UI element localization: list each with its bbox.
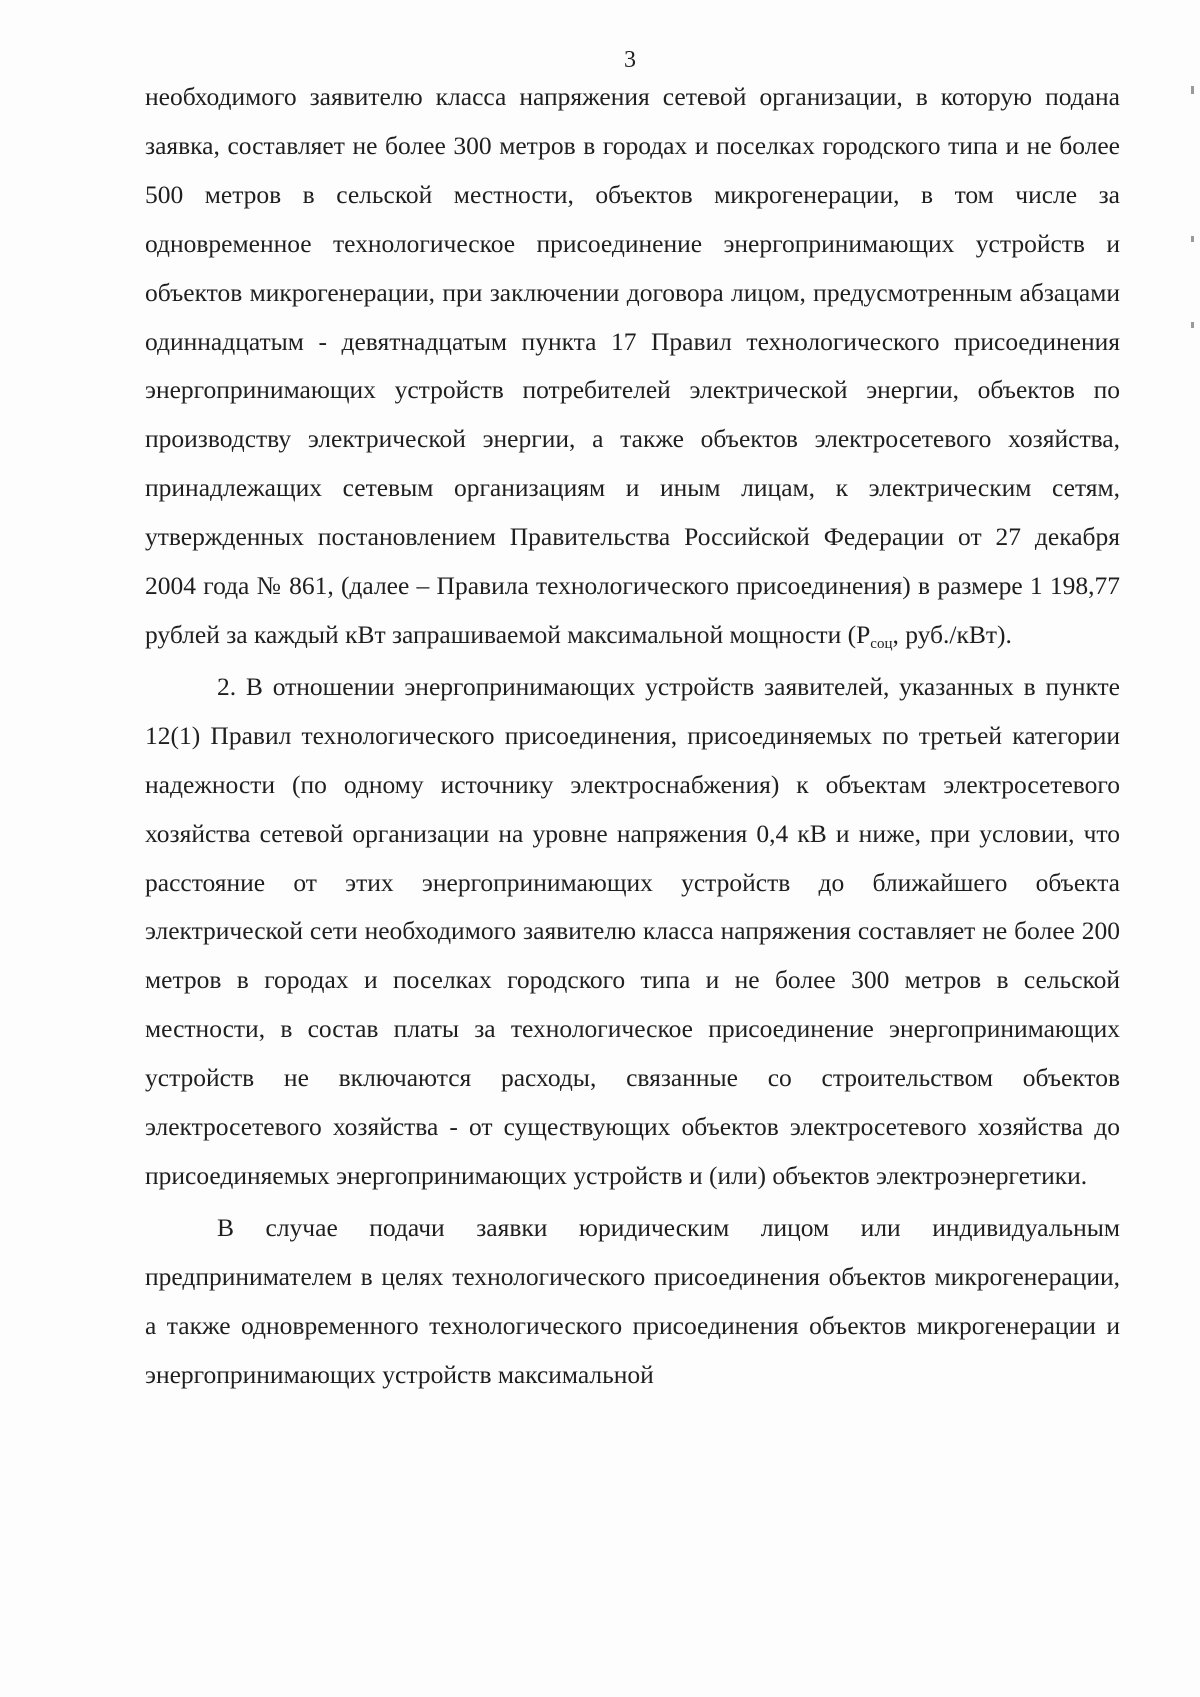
- power-subscript: соц: [870, 635, 893, 652]
- paragraph-continued-tail: , руб./кВт).: [892, 619, 1012, 649]
- scan-edge-mark: [1191, 86, 1194, 94]
- scan-edge-mark: [1191, 322, 1194, 328]
- paragraph-continued: [145, 73, 1120, 660]
- paragraph-item-2: 2. В отношении энергопринимающих устройств заявителей, указанных в пункте 12(1) Правил технологического присоединения, присоединяемых по третьей категории надежности (по одному источнику электроснабжения) к объектам электросетевого хозяйства сетевой организации на уровне напряжения 0,4 кВ и ниже, при условии, что расстояние от этих энергопринимающих устройств до ближайшего объекта электрической сети необходимого заявителю класса напряжения составляет не более 200 метров в городах и поселках городского типа и не более 300 метров в сельской местности, в состав платы за технологическое присоединение энергопринимающих устройств не включаются расходы, связанные со строительством объектов электросетевого хозяйства - от существующих объектов электросетевого хозяйства до присоединяемых энергопринимающих устройств и (или) объектов электроэнергетики.: [145, 671, 1120, 1190]
- scan-edge-mark: [1191, 236, 1194, 242]
- document-body: [145, 73, 1120, 1399]
- paragraph-continued-text: необходимого заявителю класса напряжения сетевой организации, в которую подана заявка, составляет не более 300 метров в городах и поселках городского типа и не более 500 метров в сельской местности, объектов микрогенерации, в том числе за одновременное технологическое присоединение энергопринимающих устройств и объектов микрогенерации, при заключении договора лицом, предусмотренным абзацами одиннадцатым - девятнадцатым пункта 17 Правил технологического присоединения энергопринимающих устройств потребителей электрической энергии, объектов по производству электрической энергии, а также объектов электросетевого хозяйства, принадлежащих сетевым организациям и иным лицам, к электрическим сетям, утвержденных постановлением Правительства Российской Федерации от 27 декабря 2004 года № 861, (далее – Правила технологического присоединения) в размере 1 198,77 рублей за каждый кВт запрашиваемой максимальной мощности (P: [145, 82, 1120, 649]
- page-number: 3: [624, 47, 636, 73]
- paragraph-microgeneration: В случае подачи заявки юридическим лицом или индивидуальным предпринимателем в целях технологического присоединения объектов микрогенерации, а также одновременного технологического присоединения объектов микрогенерации и энергопринимающих устройств максимальной: [145, 1212, 1120, 1389]
